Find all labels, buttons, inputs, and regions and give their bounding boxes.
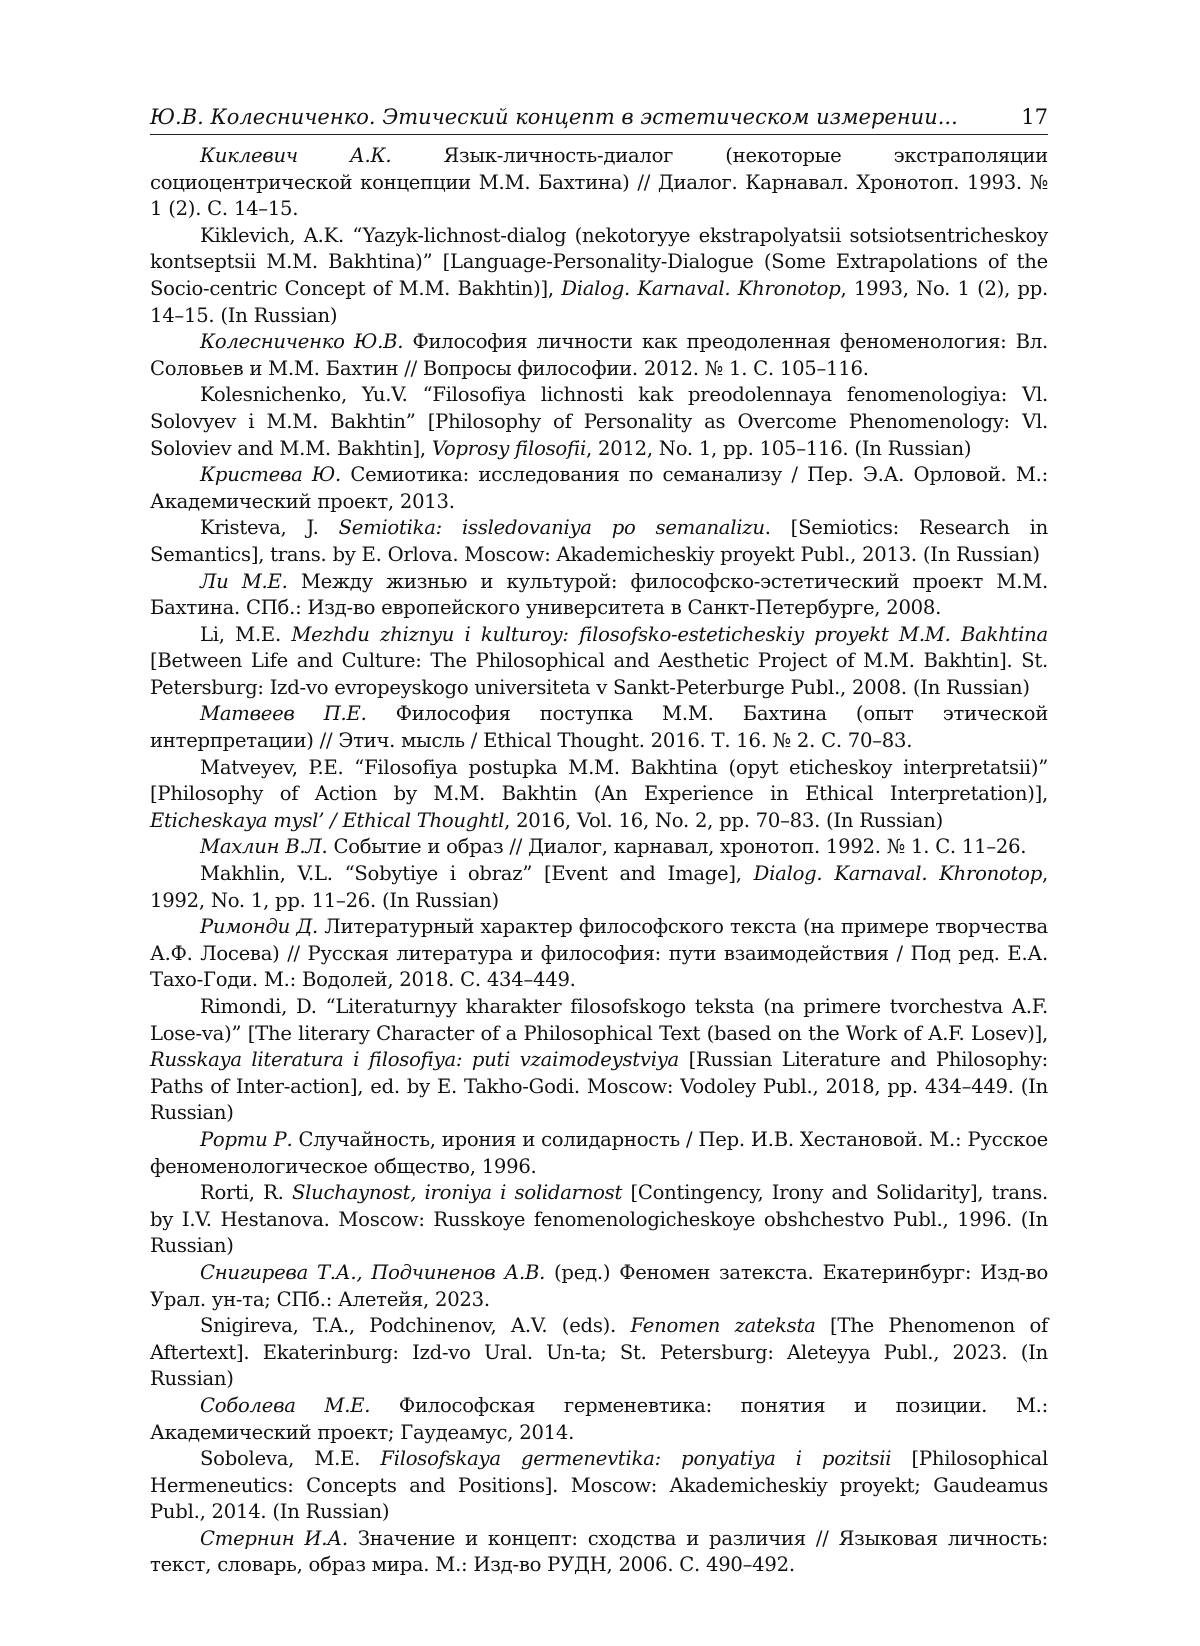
reference-entry — [150, 1180, 1048, 1260]
reference-text-segment: Rorti, R. — [200, 1181, 292, 1205]
reference-text-segment: (ред.) Феномен затекста. Екатеринбург: Изд-во Урал. ун-та; СПб.: Алетейя, 2023. — [150, 1260, 1049, 1311]
reference-italic-segment: Матвеев П.Е. — [200, 702, 367, 726]
reference-italic-segment: Semiotika: issledovaniya po semanalizu — [338, 516, 765, 540]
reference-list — [150, 143, 1048, 1579]
reference-text-segment: Snigireva, T.A., Podchinenov, A.V. (eds). — [200, 1314, 631, 1338]
reference-italic-segment: Filosofskaya germenevtika: ponyatiya i pozitsii — [380, 1447, 892, 1471]
reference-text-segment: Kolesnichenko, Yu.V. “Filosofiya lichnosti kak preodolennaya fenomenologiya: Vl. Solovyev i M.M. Bakhtin” [Philosophy of Personality as Overcome Phenomenology: Vl. Soloviev and M.M. Bakhtin], — [150, 383, 1048, 460]
reference-italic-segment: Voprosy filosofii — [431, 436, 587, 460]
reference-italic-segment: Кристева Ю. — [200, 463, 342, 487]
reference-entry — [150, 701, 1048, 754]
reference-italic-segment: Махлин В.Л. — [200, 835, 328, 859]
reference-italic-segment: Соболева М.Е. — [200, 1393, 371, 1417]
reference-text-segment: Matveyev, P.E. “Filosofiya postupka M.M. Bakhtina (opyt eticheskoy interpretatsii)” [Philosophy of Action by M.M. Bakhtin (An Experience in Ethical Interpretation)], — [150, 755, 1048, 806]
reference-entry — [150, 1260, 1048, 1313]
reference-text-segment: Makhlin, V.L. “Sobytiye i obraz” [Event and Image], — [200, 862, 754, 886]
reference-text-segment: [Russian Literature and Philosophy: Paths of Inter-action], ed. by E. Takho-Godi. Moscow: Vodoley Publ., 2018, pp. 434–449. (In Russian) — [150, 1048, 1048, 1125]
reference-text-segment: Между жизнью и культурой: философско-эстетический проект М.М. Бахтина. СПб.: Изд-во европейского университета в Санкт-Петербурге, 2008. — [150, 569, 1048, 620]
reference-entry — [150, 329, 1048, 382]
reference-text-segment: [Philosophical Hermeneutics: Concepts and Positions]. Moscow: Akademicheskiy proyekt; Gaudeamus Publ., 2014. (In Russian) — [150, 1447, 1048, 1524]
reference-text-segment: [The Phenomenon of Aftertext]. Ekaterinburg: Izd-vo Ural. Un-ta; St. Petersburg: Aleteyya Publ., 2023. (In Russian) — [150, 1314, 1048, 1391]
reference-italic-segment: Римонди Д. — [200, 915, 319, 939]
reference-entry — [150, 755, 1048, 835]
reference-text-segment: Kiklevich, A.K. “Yazyk-lichnost-dialog (nekotoryye ekstrapolyatsii sotsiotsentricheskoy kontseptsii M.M. Bakhtina)” [Language-Personality-Dialogue (Some Extrapolations of the Socio-centric Concept of M.M. Bakhtin)], — [150, 223, 1048, 300]
reference-entry — [150, 382, 1048, 462]
reference-text-segment: Семиотика: исследования по семанализу / Пер. Э.А. Орловой. М.: Академический проект, 2013. — [150, 463, 1048, 513]
reference-text-segment: , 2016, Vol. 16, No. 2, pp. 70–83. (In Russian) — [504, 808, 943, 832]
reference-text-segment: Событие и образ // Диалог, карнавал, хронотоп. 1992. № 1. С. 11–26. — [327, 835, 1027, 859]
reference-text-segment: Язык-личность-диалог (некоторые экстраполяции социоцентрической концепции М.М. Бахтина) // Диалог. Карнавал. Хронотоп. 1993. № 1 (2). С. 14–15. — [150, 144, 1048, 221]
reference-entry — [150, 834, 1048, 861]
reference-italic-segment: Sluchaynost, ironiya i solidarnost — [291, 1181, 623, 1205]
reference-italic-segment: Dialog. Karnaval. Khronotop — [753, 862, 1043, 886]
reference-italic-segment: Russkaya literatura i filosofiya: puti vzaimodeystviya — [150, 1048, 679, 1072]
reference-text-segment: Rimondi, D. “Literaturnyy kharakter filosofskogo teksta (na primere tvorchestva A.F. Losе-va)” [The literary Character of a Philosophical Text (based on the Work of A.F. Losev)], — [150, 995, 1048, 1045]
reference-text-segment: [Between Life and Culture: The Philosophical and Aesthetic Project of M.M. Bakhtin]. St. Petersburg: Izd-vo evropeyskogo universiteta v Sankt-Peterburge Publ., 2008. (In Russian) — [150, 649, 1048, 699]
reference-entry — [150, 994, 1048, 1127]
reference-text-segment: Случайность, ирония и солидарность / Пер. И.В. Хестановой. М.: Русское феноменологическое общество, 1996. — [150, 1127, 1048, 1178]
reference-text-segment: Значение и концепт: сходства и различия // Языковая личность: текст, словарь, образ мира. М.: Изд-во РУДН, 2006. С. 490–492. — [150, 1526, 1048, 1577]
reference-entry — [150, 569, 1048, 622]
reference-text-segment: , 2012, No. 1, pp. 105–116. (In Russian) — [586, 436, 972, 460]
reference-text-segment: [Contingency, Irony and Solidarity], trans. by I.V. Hestanova. Moscow: Russkoye fenomenologicheskoye obshchestvo Publ., 1996. (In Russian) — [150, 1181, 1048, 1258]
reference-entry — [150, 143, 1048, 223]
reference-italic-segment: Fenomen zateksta — [630, 1314, 816, 1338]
running-header — [150, 104, 1048, 135]
reference-italic-segment: Ли М.Е. — [200, 569, 288, 593]
reference-text-segment: , 1993, No. 1 (2), pp. 14–15. (In Russian) — [150, 276, 1048, 327]
reference-entry — [150, 622, 1048, 702]
reference-text-segment: Kristeva, J. — [200, 516, 339, 540]
reference-italic-segment: Снигирева Т.А., Подчиненов А.В. — [200, 1260, 546, 1284]
page-number: 17 — [1021, 105, 1048, 129]
reference-entry — [150, 1446, 1048, 1526]
reference-italic-segment: Стернин И.А. — [200, 1526, 348, 1550]
reference-text-segment: , 1992, No. 1, pp. 11–26. (In Russian) — [150, 862, 1048, 912]
reference-text-segment: Soboleva, M.E. — [200, 1447, 381, 1471]
reference-text-segment: Философия личности как преодоленная феноменология: Вл. Соловьев и М.М. Бахтин // Вопросы философии. 2012. № 1. С. 105–116. — [150, 330, 1049, 380]
reference-italic-segment: Eticheskaya mysl’ / Ethical Thoughtl — [150, 808, 505, 832]
reference-entry — [150, 1393, 1048, 1446]
reference-entry — [150, 1526, 1048, 1579]
reference-text-segment: Философия поступка М.М. Бахтина (опыт этической интерпретации) // Этич. мысль / Ethical Thought. 2016. Т. 16. № 2. С. 70–83. — [150, 702, 1049, 753]
page — [150, 104, 1048, 1579]
reference-entry — [150, 223, 1048, 329]
reference-text-segment: Философская герменевтика: понятия и позиции. М.: Академический проект; Гаудеамус, 2014. — [150, 1393, 1048, 1444]
reference-entry — [150, 515, 1048, 568]
running-title: Ю.В. Колесниченко. Этический концепт в эстетическом измерении... — [150, 105, 958, 129]
reference-text-segment: . [Semiotics: Research in Semantics], trans. by E. Orlova. Moscow: Akademicheskiy proyekt Publ., 2013. (In Russian) — [150, 516, 1049, 566]
reference-entry — [150, 861, 1048, 914]
reference-entry — [150, 1313, 1048, 1393]
reference-italic-segment: Колесниченко Ю.В. — [200, 330, 404, 354]
reference-entry — [150, 914, 1048, 994]
reference-italic-segment: Mezhdu zhiznyu i kulturoy: filosofsko-esteticheskiy proyekt M.M. Bakhtina — [291, 622, 1048, 646]
reference-entry — [150, 462, 1048, 515]
reference-italic-segment: Рорти Р. — [200, 1127, 293, 1151]
reference-entry — [150, 1127, 1048, 1180]
reference-text-segment: Li, M.E. — [200, 622, 292, 646]
reference-italic-segment: Dialog. Karnaval. Khronotop — [561, 276, 841, 300]
reference-italic-segment: Киклевич А.К. — [200, 144, 392, 167]
reference-text-segment: Литературный характер философского текста (на примере творчества А.Ф. Лосева) // Русская литература и философия: пути взаимодействия / Под ред. Е.А. Тахо-Годи. М.: Водолей, 2018. С. 434–449. — [150, 915, 1048, 992]
